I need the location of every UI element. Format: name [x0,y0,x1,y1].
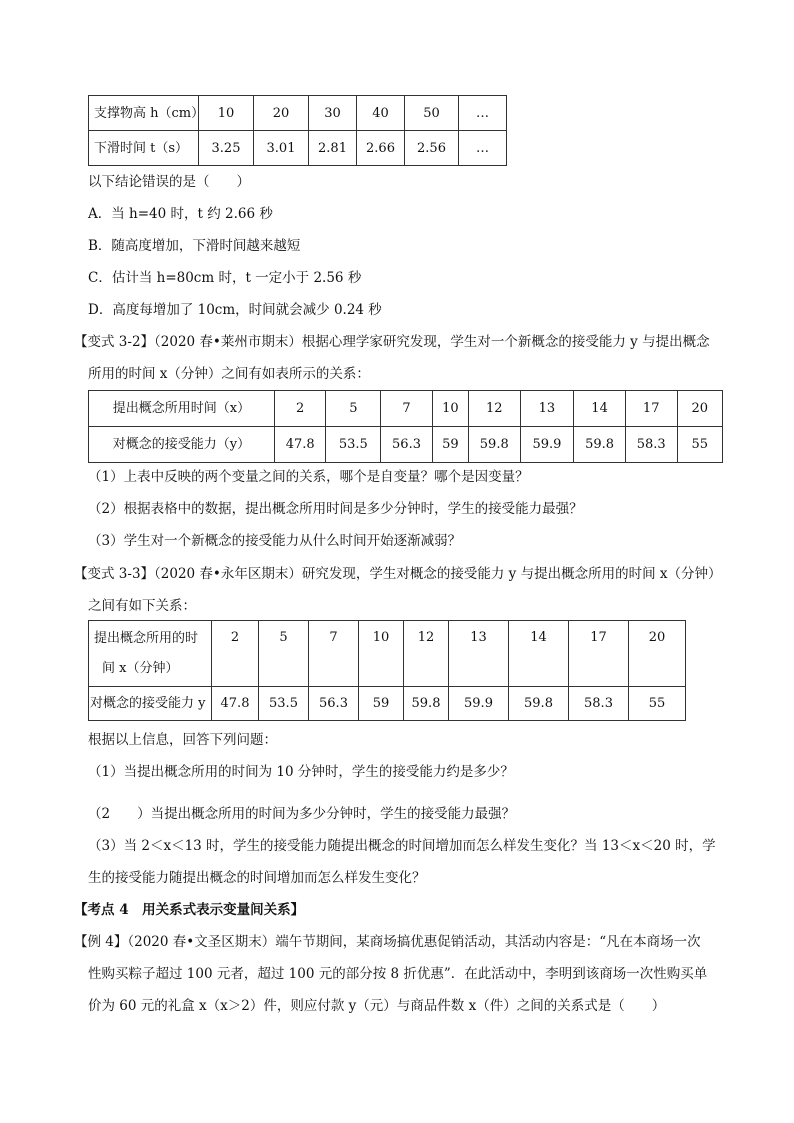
option-a: A．当 h=40 时，t 约 2.66 秒 [88,206,273,222]
table-cell: 58.3 [569,687,629,721]
table-cell: 20 [254,96,309,131]
table-cell: 2.81 [309,131,357,166]
table-cell: 7 [309,621,359,687]
table-cell: 40 [357,96,405,131]
question-1: （1）上表中反映的两个变量之间的关系，哪个是自变量？哪个是因变量？ [88,469,529,485]
table-cell: 59.8 [509,687,569,721]
option-c: C．估计当 h=80cm 时，t 一定小于 2.56 秒 [88,270,362,286]
example-line3: 价为 60 元的礼盒 x（x＞2）件，则应付款 y（元）与商品件数 x（件）之间的关系式是（ ） [88,998,666,1014]
table-cell: 47.8 [274,427,326,463]
question-2: （2 ）当提出概念所用的时间为多少分钟时，学生的接受能力最强？ [88,806,516,822]
table-row [89,621,686,687]
table-cell: 10 [199,96,254,131]
table-cell: 50 [405,96,459,131]
table-cell: 3.25 [199,131,254,166]
variant-3-3-line2: 之间有如下关系： [88,598,196,614]
table-cell: … [459,131,507,166]
variant-3-2-line2: 所用的时间 x（分钟）之间有如表所示的关系： [88,366,370,382]
table-cell: 7 [381,391,433,427]
table-cell: 56.3 [381,427,433,463]
table-cell: 59.8 [468,427,520,463]
table-cell: 支撑物高 h（cm） [89,96,199,131]
example-line2: 性购买粽子超过 100 元者，超过 100 元的部分按 8 折优惠”．在此活动中，李明到该商场一次性购买单 [88,966,708,982]
table-cell: 13 [449,621,509,687]
table-cell: 10 [432,391,468,427]
table-cell: 对概念的接受能力（y） [89,427,275,463]
table-cell: 17 [625,391,677,427]
table-header-cell [89,621,212,687]
option-d: D．高度每增加了 10cm，时间就会减少 0.24 秒 [88,302,382,318]
table-cell: 59 [432,427,468,463]
height-time-table [88,95,507,166]
table-cell: 47.8 [212,687,259,721]
table-cell: 2 [274,391,326,427]
question-3-line1: （3）当 2＜x＜13 时，学生的接受能力随提出概念的时间增加而怎么样发生变化？当 13＜x＜20 时，学 [88,838,716,854]
table-cell: 下滑时间 t（s） [89,131,199,166]
question-2: （2）根据表格中的数据，提出概念所用时间是多少分钟时，学生的接受能力最强？ [88,501,583,517]
table-cell: 55 [677,427,722,463]
header-line: 间 x（分钟） [102,660,179,676]
table-cell: … [459,96,507,131]
table-cell: 55 [629,687,686,721]
table-cell: 59.9 [449,687,509,721]
table-cell: 12 [468,391,520,427]
concept-table-3-2 [88,390,723,463]
option-b: B．随高度增加，下滑时间越来越短 [88,238,301,254]
table-cell: 10 [359,621,404,687]
concept-table-3-3 [88,620,686,721]
question-stem: 以下结论错误的是（ ） [88,174,250,190]
table-row [89,96,507,131]
table-cell: 53.5 [259,687,309,721]
table-cell: 59.8 [574,427,626,463]
table-row [89,687,686,721]
table-cell: 17 [569,621,629,687]
table-cell: 59.9 [520,427,574,463]
table-cell: 3.01 [254,131,309,166]
section-heading: 【考点 4 用关系式表示变量间关系】 [74,902,305,918]
header-line: 提出概念所用的时 [94,630,199,646]
table-cell: 2.66 [357,131,405,166]
table-cell: 12 [404,621,449,687]
table-cell: 5 [326,391,381,427]
table-cell: 20 [629,621,686,687]
table-cell: 5 [259,621,309,687]
variant-3-3-line1: 【变式 3-3】（2020 春•永年区期末）研究发现，学生对概念的接受能力 y 与提出概念所用的时间 x（分钟） [74,566,722,582]
table-cell: 20 [677,391,722,427]
variant-3-2-line1: 【变式 3-2】（2020 春•莱州市期末）根据心理学家研究发现，学生对一个新概念的接受能力 y 与提出概念 [74,334,710,350]
table-cell: 59 [359,687,404,721]
table-cell: 14 [574,391,626,427]
table-cell: 53.5 [326,427,381,463]
table-cell: 59.8 [404,687,449,721]
table-cell: 对概念的接受能力 y [89,687,212,721]
table-cell: 58.3 [625,427,677,463]
question-3-line2: 生的接受能力随提出概念的时间增加而怎么样发生变化？ [88,870,426,886]
table-cell: 56.3 [309,687,359,721]
table-row [89,391,723,427]
table-cell: 13 [520,391,574,427]
table-row [89,427,723,463]
table-cell: 30 [309,96,357,131]
table-row [89,131,507,166]
table-cell: 14 [509,621,569,687]
question-1: （1）当提出概念所用的时间为 10 分钟时，学生的接受能力约是多少？ [88,764,514,780]
example-line1: 【例 4】（2020 春•文圣区期末）端午节期间，某商场搞优惠促销活动，其活动内容是：“凡在本商场一次 [74,934,701,950]
table-cell: 提出概念所用时间（x） [89,391,275,427]
question-3: （3）学生对一个新概念的接受能力从什么时间开始逐渐减弱？ [88,533,462,549]
table-cell: 2 [212,621,259,687]
intro-text: 根据以上信息，回答下列问题： [88,732,277,748]
table-cell: 2.56 [405,131,459,166]
